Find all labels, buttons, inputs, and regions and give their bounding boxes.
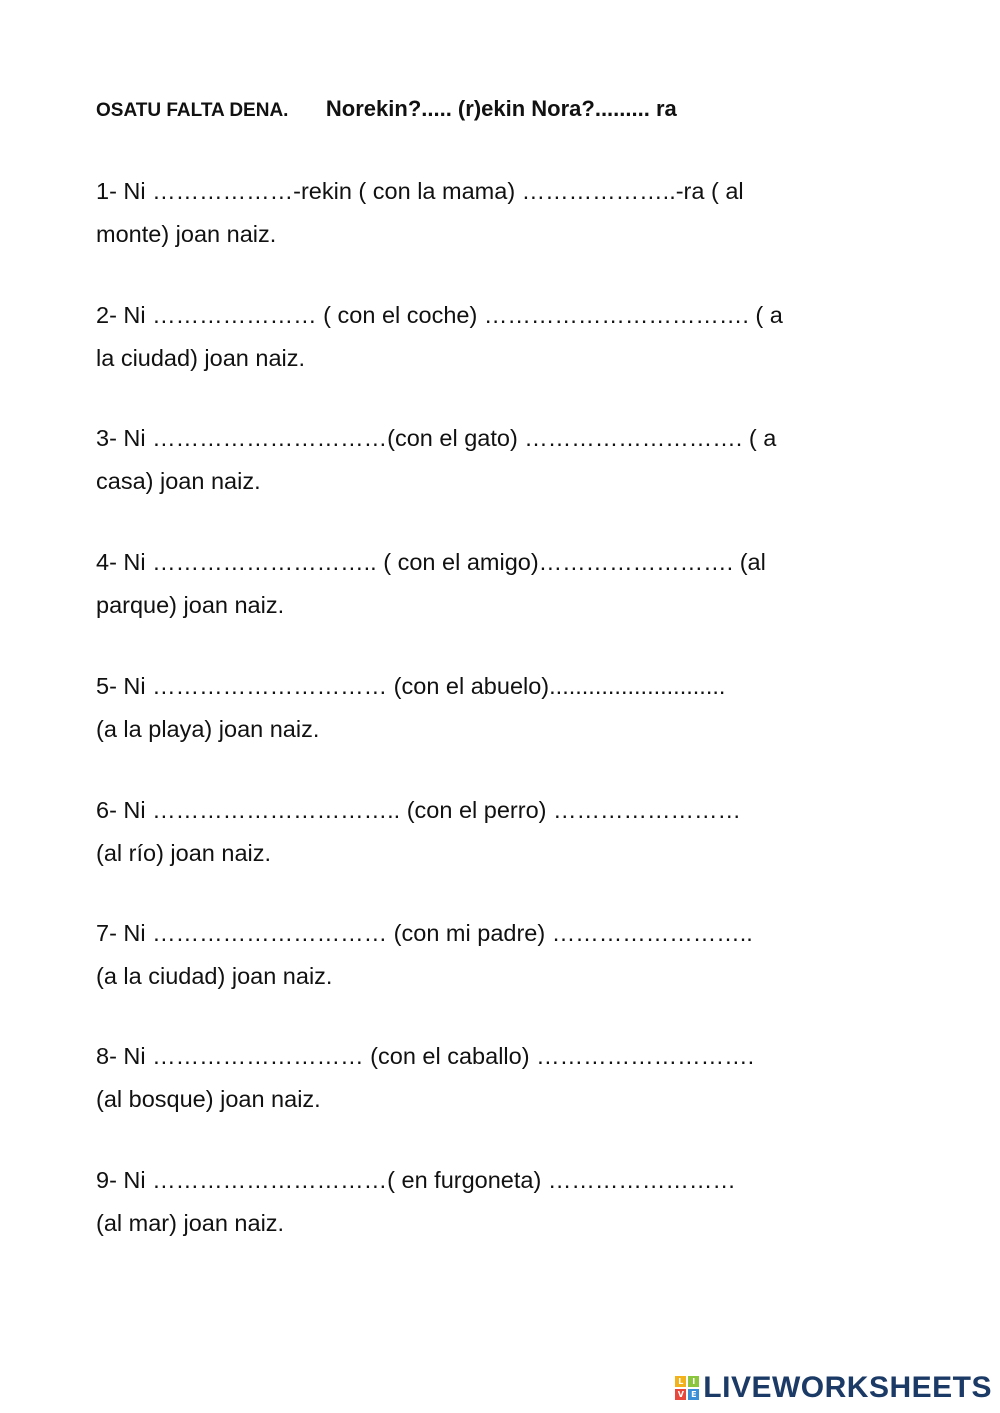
exercise-line: (al bosque) joan naiz. xyxy=(96,1086,321,1112)
exercise-7 xyxy=(96,912,896,998)
grammar-hint: Norekin?..... (r)ekin Nora?......... ra xyxy=(325,96,677,121)
exercise-line: 1- Ni ………………-rekin ( con la mama) ………………..-ra ( al xyxy=(96,178,744,204)
exercise-8 xyxy=(96,1035,896,1121)
exercise-line: (al mar) joan naiz. xyxy=(96,1210,285,1236)
exercise-line: casa) joan naiz. xyxy=(96,468,261,494)
exercise-line: la ciudad) joan naiz. xyxy=(96,345,306,371)
exercise-1 xyxy=(96,170,896,256)
logo-letter: E xyxy=(688,1389,699,1400)
exercise-4 xyxy=(96,541,896,627)
exercise-line: (a la ciudad) joan naiz. xyxy=(96,963,333,989)
exercise-3 xyxy=(96,417,896,503)
exercise-line: 6- Ni ………………………….. (con el perro) …………………… xyxy=(96,797,742,823)
exercise-5 xyxy=(96,665,896,751)
logo-letter: L xyxy=(675,1376,686,1387)
exercise-line: parque) joan naiz. xyxy=(96,592,285,618)
exercise-line: (a la playa) joan naiz. xyxy=(96,716,320,742)
exercise-line: monte) joan naiz. xyxy=(96,221,277,247)
exercise-2 xyxy=(96,294,896,380)
exercise-line: (al río) joan naiz. xyxy=(96,840,272,866)
exercise-9 xyxy=(96,1159,896,1245)
brand-name: LIVEWORKSHEETS xyxy=(703,1371,992,1404)
logo-letter: V xyxy=(675,1389,686,1400)
exercise-line: 5- Ni ………………………… (con el abuelo)........................... xyxy=(96,673,726,699)
exercise-line: 4- Ni ……………………….. ( con el amigo)……………………. (al xyxy=(96,549,766,575)
exercise-6 xyxy=(96,789,896,875)
exercise-line: 3- Ni …………………………(con el gato) ………………………. ( a xyxy=(96,425,777,451)
exercise-line: 8- Ni ……………………… (con el caballo) ………………………. xyxy=(96,1043,755,1069)
exercise-line: 7- Ni ………………………… (con mi padre) …………………….. xyxy=(96,920,753,946)
liveworksheets-logo xyxy=(675,1371,992,1405)
exercise-line: 2- Ni ………………… ( con el coche) ……………………………. ( a xyxy=(96,302,783,328)
logo-letter: I xyxy=(688,1376,699,1387)
instruction-heading: OSATU FALTA DENA. xyxy=(96,100,289,121)
logo-mark-icon xyxy=(675,1376,699,1400)
worksheet-title xyxy=(96,96,677,122)
exercise-line: 9- Ni …………………………( en furgoneta) …………………… xyxy=(96,1167,736,1193)
